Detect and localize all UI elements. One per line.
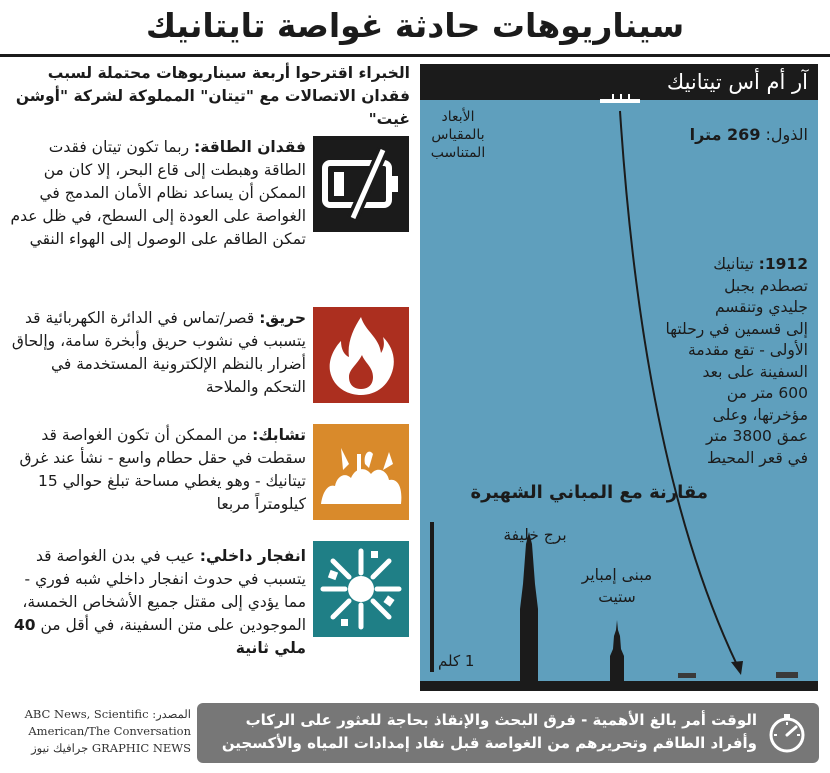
hull-label: الذول:: [760, 125, 808, 144]
scenario-fire-desc: قصر/تماس في الدائرة الكهربائية قد يتسبب في نشوب حريق وأبخرة سامة، وإلحاق أضرار بالنظم الإلكترونية المستخدمة في التحكم والملاحة: [11, 309, 306, 396]
scenario-entanglement-desc: من الممكن أن تكون الغواصة قد سقطت في حقل حطام واسع - نشأ عند غرق تيتانيك - وهو يغطي مساحة تبلغ حوالي 15 كيلومتراً مربعا: [19, 426, 306, 513]
story-line: السفينة على بعد: [702, 362, 808, 381]
seafloor: [420, 681, 818, 691]
scenario-power-loss-name: فقدان الطاقة:: [194, 138, 306, 156]
story-line: تصطدم بجبل: [724, 276, 808, 295]
scenario-implosion-time: 40 ملي ثانية: [14, 616, 306, 657]
wreck-bow: [678, 673, 696, 678]
scenario-entanglement-text: [8, 424, 306, 516]
scenario-fire-text: [8, 307, 306, 399]
scale-bar: [430, 522, 434, 672]
scenario-implosion-desc: عيب في بدن الغواصة قد يتسبب في حدوث انفجار داخلي شبه فوري - مما يؤدي إلى مقتل جميع الأشخاص الخمسة، الموجودين على متن السفينة، في أقل من: [22, 547, 306, 634]
empire-label-line: مبنى إمباير: [581, 566, 653, 584]
scenario-power-loss-desc: ربما تكون تيتان فقدت الطاقة وهبطت إلى قاع البحر، إلا كان من الممكن أن يساعد نظام الأمان المدمج في الغواصة على العودة إلى السطح، في ظل عدم تمكن الطاقم على الوصول إلى الهواء النقي: [10, 138, 306, 248]
scale-note-line: بالمقياس: [431, 127, 485, 143]
scale-label: 1 كلم: [438, 652, 475, 670]
story-line: عمق 3800 متر: [706, 427, 808, 445]
scenario-entanglement-name: تشابك:: [252, 426, 306, 444]
footer-banner: [197, 703, 819, 763]
battery-icon: [313, 136, 409, 232]
intro-text: الخبراء اقترحوا أربعة سيناريوهات محتملة لسبب فقدان الاتصالات مع "تيتان" المملوكة لشركة "أوشن غيت": [15, 64, 410, 128]
source-line: American/The Conversation: [28, 724, 191, 738]
debris-icon: [313, 424, 409, 520]
story-line: مؤخرتها، وعلى: [712, 405, 808, 424]
ship-title: آر أم أس تيتانيك: [420, 64, 818, 100]
scenario-implosion-text: [8, 545, 306, 660]
footer-text: الوقت أمر بالغ الأهمية - فرق البحث والإنقاذ بحاجة للعثور على الركاب وأفراد الطاقم وتحريرهم من الغواصة قبل نفاد إمدادات المياه والأكسجين: [221, 711, 757, 752]
burj-label-line: برج خليفة: [503, 526, 567, 544]
scale-note-line: المتناسب: [430, 145, 486, 161]
page-title: سيناريوهات حادثة غواصة تايتانيك: [145, 6, 685, 45]
empire-state-silhouette: [610, 620, 624, 681]
title-divider: [0, 54, 830, 57]
burj-khalifa-label: [490, 525, 580, 547]
source-line: المصدر: ABC News, Scientific: [24, 707, 191, 721]
ship-silhouette: [600, 94, 640, 103]
hull-value: 269 مترا: [689, 125, 761, 144]
story-line: في قعر المحيط: [706, 448, 808, 467]
comparison-title: مقارنة مع المباني الشهيرة: [470, 482, 708, 503]
titanic-depth-panel: [420, 64, 818, 691]
burj-khalifa-silhouette: [520, 532, 538, 681]
sinking-arrowhead: [731, 661, 743, 675]
empire-state-label: [570, 565, 664, 608]
scenario-power-loss-text: [8, 136, 306, 251]
hull-length: [638, 124, 808, 146]
stopwatch-icon: [765, 711, 809, 755]
fire-icon: [313, 307, 409, 403]
story-year: 1912:: [758, 255, 808, 273]
story-line: جليدي وتنقسم: [714, 298, 808, 316]
source-credit: [6, 706, 191, 757]
scenario-implosion-name: انفجار داخلي:: [199, 547, 306, 565]
story-line: إلى قسمين في رحلتها: [665, 319, 808, 338]
scale-note-line: الأبعاد: [441, 109, 475, 125]
story-line: 600 متر من: [726, 384, 808, 402]
sinking-story: [618, 254, 808, 469]
scale-note: [428, 108, 488, 162]
wreck-stern: [776, 672, 798, 678]
scenario-fire-name: حريق:: [259, 309, 306, 327]
empire-label-line: ستيت: [598, 587, 636, 606]
story-line: الأولى - تقع مقدمة: [688, 341, 808, 359]
implosion-icon: [313, 541, 409, 637]
source-line: GRAPHIC NEWS جرافيك نيوز: [31, 741, 191, 755]
story-line: تيتانيك: [713, 255, 759, 273]
